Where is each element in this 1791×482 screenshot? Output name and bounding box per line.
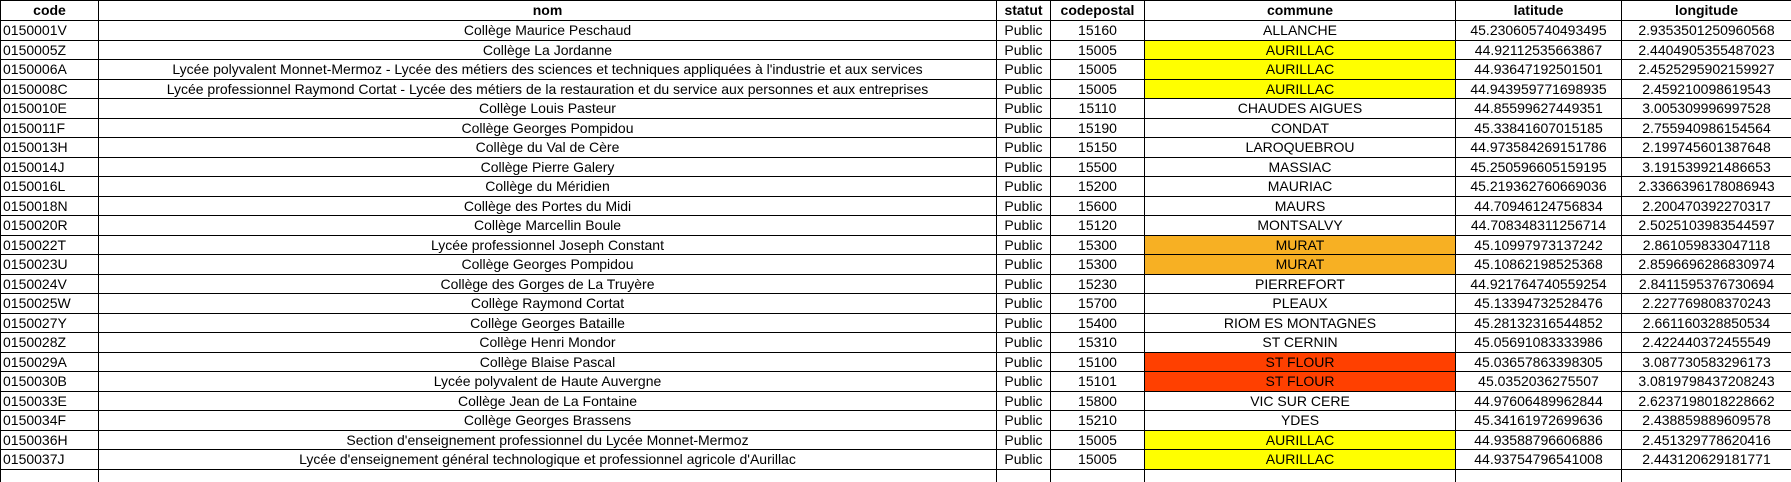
table-row	[1, 196, 1791, 216]
cell-commune[interactable]: AURILLAC	[1145, 40, 1456, 60]
cell-latitude[interactable]: 45.219362760669036	[1456, 177, 1622, 197]
cell-commune[interactable]: MAURS	[1145, 196, 1456, 216]
cell-longitude[interactable]: 2.227769808370243	[1622, 294, 1791, 314]
cell-longitude[interactable]: 3.005309996997528	[1622, 99, 1791, 119]
cell-nom[interactable]: Collège Pierre Galery	[99, 157, 997, 177]
cell-code[interactable]: 0150029A	[1, 352, 99, 372]
cell-statut[interactable]: Public	[997, 216, 1051, 236]
empty-cell-commune[interactable]	[1145, 469, 1456, 482]
cell-codepostal[interactable]: 15005	[1051, 450, 1145, 470]
table-row	[1, 274, 1791, 294]
cell-longitude[interactable]: 2.861059833047118	[1622, 235, 1791, 255]
cell-statut[interactable]: Public	[997, 391, 1051, 411]
table-body	[1, 21, 1791, 482]
cell-longitude[interactable]: 2.422440372455549	[1622, 333, 1791, 353]
cell-codepostal[interactable]: 15600	[1051, 196, 1145, 216]
cell-latitude[interactable]: 44.85599627449351	[1456, 99, 1622, 119]
cell-statut[interactable]: Public	[997, 60, 1051, 80]
cell-longitude[interactable]: 2.199745601387648	[1622, 138, 1791, 158]
cell-latitude[interactable]: 45.05691083333986	[1456, 333, 1622, 353]
cell-latitude[interactable]: 44.973584269151786	[1456, 138, 1622, 158]
cell-codepostal[interactable]: 15500	[1051, 157, 1145, 177]
cell-nom[interactable]: Collège Henri Mondor	[99, 333, 997, 353]
cell-nom[interactable]: Lycée d'enseignement général technologique et professionnel agricole d'Aurillac	[99, 450, 997, 470]
cell-codepostal[interactable]: 15210	[1051, 411, 1145, 431]
cell-statut[interactable]: Public	[997, 196, 1051, 216]
cell-code[interactable]: 0150011F	[1, 118, 99, 138]
cell-nom[interactable]: Lycée polyvalent de Haute Auvergne	[99, 372, 997, 392]
cell-longitude[interactable]: 3.0819798437208243	[1622, 372, 1791, 392]
cell-latitude[interactable]: 45.28132316544852	[1456, 313, 1622, 333]
cell-latitude[interactable]: 44.93588796606886	[1456, 430, 1622, 450]
cell-latitude[interactable]: 45.34161972699636	[1456, 411, 1622, 431]
cell-commune[interactable]: VIC SUR CERE	[1145, 391, 1456, 411]
cell-statut[interactable]: Public	[997, 450, 1051, 470]
table-row	[1, 352, 1791, 372]
cell-longitude[interactable]: 2.4525295902159927	[1622, 60, 1791, 80]
cell-commune[interactable]: MURAT	[1145, 255, 1456, 275]
cell-code[interactable]: 0150001V	[1, 21, 99, 41]
cell-code[interactable]: 0150028Z	[1, 333, 99, 353]
cell-longitude[interactable]: 2.451329778620416	[1622, 430, 1791, 450]
cell-longitude[interactable]: 2.755940986154564	[1622, 118, 1791, 138]
cell-code[interactable]: 0150010E	[1, 99, 99, 119]
cell-code[interactable]: 0150022T	[1, 235, 99, 255]
cell-commune[interactable]: ST FLOUR	[1145, 372, 1456, 392]
table-row	[1, 99, 1791, 119]
cell-commune[interactable]: ALLANCHE	[1145, 21, 1456, 41]
table-row	[1, 177, 1791, 197]
cell-codepostal[interactable]: 15400	[1051, 313, 1145, 333]
column-header-commune[interactable]: commune	[1145, 1, 1456, 21]
table-row	[1, 333, 1791, 353]
cell-codepostal[interactable]: 15200	[1051, 177, 1145, 197]
cell-codepostal[interactable]: 15800	[1051, 391, 1145, 411]
cell-codepostal[interactable]: 15110	[1051, 99, 1145, 119]
cell-code[interactable]: 0150014J	[1, 157, 99, 177]
cell-latitude[interactable]: 45.10997973137242	[1456, 235, 1622, 255]
cell-longitude[interactable]: 2.3366396178086943	[1622, 177, 1791, 197]
partial-empty-row	[1, 469, 1791, 482]
empty-cell-latitude[interactable]	[1456, 469, 1622, 482]
header-row	[1, 1, 1791, 21]
cell-statut[interactable]: Public	[997, 411, 1051, 431]
cell-longitude[interactable]: 2.6237198018228662	[1622, 391, 1791, 411]
cell-code[interactable]: 0150036H	[1, 430, 99, 450]
cell-codepostal[interactable]: 15150	[1051, 138, 1145, 158]
cell-nom[interactable]: Lycée professionnel Raymond Cortat - Lycée des métiers de la restauration et du service aux personnes et aux entreprises	[99, 79, 997, 99]
cell-code[interactable]: 0150005Z	[1, 40, 99, 60]
table-row	[1, 294, 1791, 314]
cell-latitude[interactable]: 44.70946124756834	[1456, 196, 1622, 216]
cell-code[interactable]: 0150020R	[1, 216, 99, 236]
cell-commune[interactable]: AURILLAC	[1145, 430, 1456, 450]
cell-commune[interactable]: MASSIAC	[1145, 157, 1456, 177]
cell-longitude[interactable]: 2.4404905355487023	[1622, 40, 1791, 60]
cell-statut[interactable]: Public	[997, 79, 1051, 99]
table-row	[1, 313, 1791, 333]
cell-longitude[interactable]: 2.8596696286830974	[1622, 255, 1791, 275]
cell-codepostal[interactable]: 15160	[1051, 21, 1145, 41]
table-header	[1, 1, 1791, 21]
cell-code[interactable]: 0150027Y	[1, 313, 99, 333]
column-header-codepostal[interactable]: codepostal	[1051, 1, 1145, 21]
table-row	[1, 430, 1791, 450]
cell-nom[interactable]: Section d'enseignement professionnel du Lycée Monnet-Mermoz	[99, 430, 997, 450]
empty-cell-statut[interactable]	[997, 469, 1051, 482]
cell-statut[interactable]: Public	[997, 430, 1051, 450]
cell-code[interactable]: 0150024V	[1, 274, 99, 294]
cell-statut[interactable]: Public	[997, 21, 1051, 41]
cell-codepostal[interactable]: 15005	[1051, 40, 1145, 60]
cell-statut[interactable]: Public	[997, 157, 1051, 177]
table-row	[1, 60, 1791, 80]
cell-statut[interactable]: Public	[997, 313, 1051, 333]
cell-commune[interactable]: MURAT	[1145, 235, 1456, 255]
cell-nom[interactable]: Collège Georges Pompidou	[99, 118, 997, 138]
cell-latitude[interactable]: 44.97606489962844	[1456, 391, 1622, 411]
cell-nom[interactable]: Collège du Méridien	[99, 177, 997, 197]
cell-longitude[interactable]: 2.459210098619543	[1622, 79, 1791, 99]
empty-cell-longitude[interactable]	[1622, 469, 1791, 482]
cell-codepostal[interactable]: 15300	[1051, 235, 1145, 255]
cell-codepostal[interactable]: 15005	[1051, 79, 1145, 99]
cell-commune[interactable]: AURILLAC	[1145, 60, 1456, 80]
cell-code[interactable]: 0150033E	[1, 391, 99, 411]
cell-longitude[interactable]: 2.8411595376730694	[1622, 274, 1791, 294]
cell-longitude[interactable]: 2.5025103983544597	[1622, 216, 1791, 236]
cell-latitude[interactable]: 45.10862198525368	[1456, 255, 1622, 275]
cell-code[interactable]: 0150016L	[1, 177, 99, 197]
cell-nom[interactable]: Collège Blaise Pascal	[99, 352, 997, 372]
cell-longitude[interactable]: 2.9353501250960568	[1622, 21, 1791, 41]
cell-statut[interactable]: Public	[997, 138, 1051, 158]
cell-commune[interactable]: RIOM ES MONTAGNES	[1145, 313, 1456, 333]
cell-codepostal[interactable]: 15101	[1051, 372, 1145, 392]
cell-statut[interactable]: Public	[997, 99, 1051, 119]
table-row	[1, 450, 1791, 470]
cell-statut[interactable]: Public	[997, 294, 1051, 314]
table-row	[1, 235, 1791, 255]
cell-latitude[interactable]: 44.921764740559254	[1456, 274, 1622, 294]
cell-nom[interactable]: Collège des Gorges de La Truyère	[99, 274, 997, 294]
cell-statut[interactable]: Public	[997, 274, 1051, 294]
cell-latitude[interactable]: 44.93647192501501	[1456, 60, 1622, 80]
cell-commune[interactable]: PLEAUX	[1145, 294, 1456, 314]
cell-latitude[interactable]: 45.13394732528476	[1456, 294, 1622, 314]
cell-nom[interactable]: Collège Jean de La Fontaine	[99, 391, 997, 411]
table-row	[1, 118, 1791, 138]
cell-nom[interactable]: Collège Georges Brassens	[99, 411, 997, 431]
table-row	[1, 21, 1791, 41]
cell-latitude[interactable]: 44.943959771698935	[1456, 79, 1622, 99]
cell-codepostal[interactable]: 15700	[1051, 294, 1145, 314]
cell-longitude[interactable]: 2.661160328850534	[1622, 313, 1791, 333]
table-row	[1, 391, 1791, 411]
cell-code[interactable]: 0150013H	[1, 138, 99, 158]
cell-codepostal[interactable]: 15310	[1051, 333, 1145, 353]
cell-longitude[interactable]: 2.438859889609578	[1622, 411, 1791, 431]
table-row	[1, 372, 1791, 392]
cell-nom[interactable]: Collège Maurice Peschaud	[99, 21, 997, 41]
column-header-latitude[interactable]: latitude	[1456, 1, 1622, 21]
column-header-code[interactable]: code	[1, 1, 99, 21]
cell-code[interactable]: 0150037J	[1, 450, 99, 470]
cell-code[interactable]: 0150018N	[1, 196, 99, 216]
cell-nom[interactable]: Collège Georges Bataille	[99, 313, 997, 333]
cell-longitude[interactable]: 2.200470392270317	[1622, 196, 1791, 216]
cell-nom[interactable]: Collège Raymond Cortat	[99, 294, 997, 314]
cell-latitude[interactable]: 44.93754796541008	[1456, 450, 1622, 470]
cell-latitude[interactable]: 45.230605740493495	[1456, 21, 1622, 41]
cell-statut[interactable]: Public	[997, 177, 1051, 197]
cell-nom[interactable]: Collège du Val de Cère	[99, 138, 997, 158]
cell-commune[interactable]: MONTSALVY	[1145, 216, 1456, 236]
cell-longitude[interactable]: 2.443120629181771	[1622, 450, 1791, 470]
table-row	[1, 255, 1791, 275]
cell-commune[interactable]: LAROQUEBROU	[1145, 138, 1456, 158]
cell-latitude[interactable]: 45.250596605159195	[1456, 157, 1622, 177]
column-header-longitude[interactable]: longitude	[1622, 1, 1791, 21]
empty-cell-nom[interactable]	[99, 469, 997, 482]
cell-latitude[interactable]: 45.0352036275507	[1456, 372, 1622, 392]
cell-codepostal[interactable]: 15190	[1051, 118, 1145, 138]
cell-codepostal[interactable]: 15300	[1051, 255, 1145, 275]
cell-commune[interactable]: ST FLOUR	[1145, 352, 1456, 372]
cell-statut[interactable]: Public	[997, 235, 1051, 255]
cell-codepostal[interactable]: 15100	[1051, 352, 1145, 372]
column-header-statut[interactable]: statut	[997, 1, 1051, 21]
cell-code[interactable]: 0150023U	[1, 255, 99, 275]
cell-commune[interactable]: YDES	[1145, 411, 1456, 431]
cell-statut[interactable]: Public	[997, 40, 1051, 60]
cell-code[interactable]: 0150008C	[1, 79, 99, 99]
cell-latitude[interactable]: 44.708348311256714	[1456, 216, 1622, 236]
cell-commune[interactable]: MAURIAC	[1145, 177, 1456, 197]
cell-nom[interactable]: Lycée polyvalent Monnet-Mermoz - Lycée des métiers des sciences et techniques appliquées à l'industrie et aux services	[99, 60, 997, 80]
cell-nom[interactable]: Collège des Portes du Midi	[99, 196, 997, 216]
cell-commune[interactable]: ST CERNIN	[1145, 333, 1456, 353]
empty-cell-code[interactable]	[1, 469, 99, 482]
cell-codepostal[interactable]: 15230	[1051, 274, 1145, 294]
cell-statut[interactable]: Public	[997, 333, 1051, 353]
table-row	[1, 40, 1791, 60]
cell-codepostal[interactable]: 15120	[1051, 216, 1145, 236]
cell-code[interactable]: 0150006A	[1, 60, 99, 80]
cell-commune[interactable]: CHAUDES AIGUES	[1145, 99, 1456, 119]
cell-nom[interactable]: Collège Louis Pasteur	[99, 99, 997, 119]
cell-code[interactable]: 0150025W	[1, 294, 99, 314]
cell-statut[interactable]: Public	[997, 372, 1051, 392]
cell-nom[interactable]: Collège Georges Pompidou	[99, 255, 997, 275]
cell-nom[interactable]: Collège Marcellin Boule	[99, 216, 997, 236]
cell-code[interactable]: 0150030B	[1, 372, 99, 392]
cell-statut[interactable]: Public	[997, 118, 1051, 138]
cell-statut[interactable]: Public	[997, 352, 1051, 372]
cell-code[interactable]: 0150034F	[1, 411, 99, 431]
cell-latitude[interactable]: 44.92112535663867	[1456, 40, 1622, 60]
empty-cell-codepostal[interactable]	[1051, 469, 1145, 482]
column-header-nom[interactable]: nom	[99, 1, 997, 21]
cell-longitude[interactable]: 3.191539921486653	[1622, 157, 1791, 177]
cell-codepostal[interactable]: 15005	[1051, 60, 1145, 80]
cell-nom[interactable]: Collège La Jordanne	[99, 40, 997, 60]
cell-commune[interactable]: PIERREFORT	[1145, 274, 1456, 294]
cell-nom[interactable]: Lycée professionnel Joseph Constant	[99, 235, 997, 255]
table-row	[1, 157, 1791, 177]
cell-latitude[interactable]: 45.33841607015185	[1456, 118, 1622, 138]
table-row	[1, 138, 1791, 158]
cell-latitude[interactable]: 45.03657863398305	[1456, 352, 1622, 372]
cell-commune[interactable]: AURILLAC	[1145, 450, 1456, 470]
cell-commune[interactable]: AURILLAC	[1145, 79, 1456, 99]
cell-commune[interactable]: CONDAT	[1145, 118, 1456, 138]
cell-longitude[interactable]: 3.087730583296173	[1622, 352, 1791, 372]
table-row	[1, 79, 1791, 99]
table-row	[1, 216, 1791, 236]
table-row	[1, 411, 1791, 431]
cell-statut[interactable]: Public	[997, 255, 1051, 275]
cell-codepostal[interactable]: 15005	[1051, 430, 1145, 450]
